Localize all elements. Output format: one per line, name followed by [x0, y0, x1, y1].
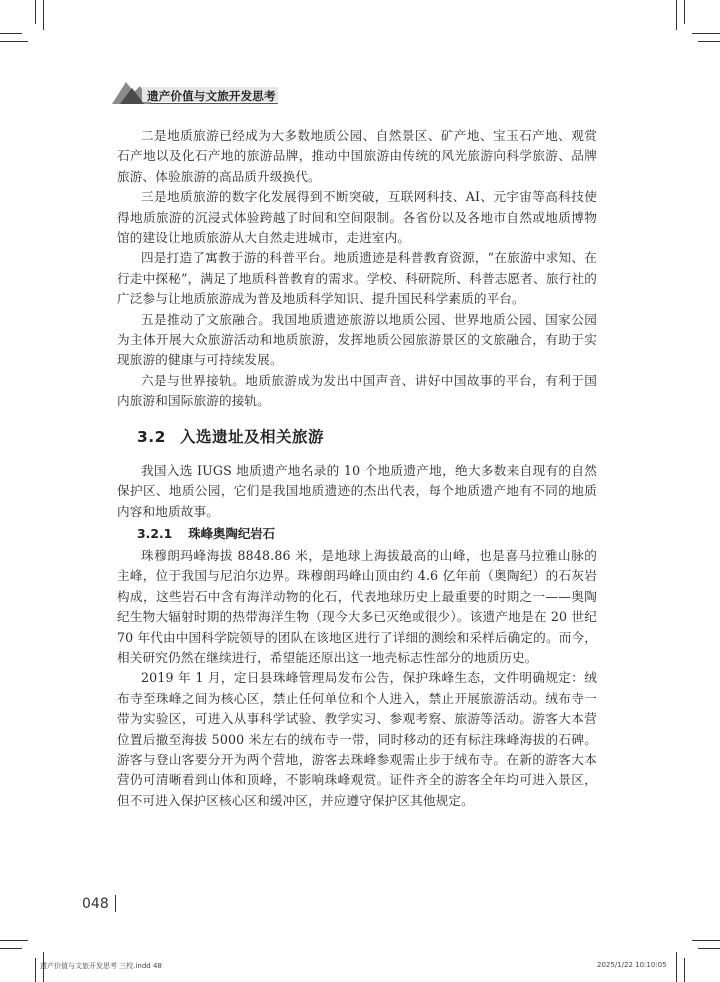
body-paragraph: 二是地质旅游已经成为大多数地质公园、自然景区、矿产地、宝玉石产地、观赏石产地以及化石产地的旅游品牌，推动中国旅游由传统的风光旅游向科学旅游、品牌旅游、体验旅游的高品质升级换代。	[117, 128, 597, 184]
section-title: 入选遗址及相关旅游	[179, 427, 324, 446]
subsection-heading	[137, 524, 597, 544]
crop-mark	[0, 948, 22, 949]
header-rule	[150, 103, 278, 104]
crop-mark	[676, 952, 677, 982]
page-number: 048	[82, 896, 109, 912]
running-header-title: 遗产价值与文旅开发思考	[147, 89, 276, 103]
print-slug-file: 遗产价值与文旅开发思考 三校.indd 48	[40, 962, 162, 970]
crop-mark	[0, 940, 28, 941]
subsection-title: 珠峰奥陶纪岩石	[188, 525, 276, 541]
subsection-number: 3.2.1	[137, 525, 173, 541]
crop-mark	[0, 41, 28, 42]
section-number: 3.2	[137, 427, 166, 446]
body-paragraph: 五是推动了文旅融合。我国地质遗迹旅游以地质公园、世界地质公园、国家公园为主体开展大众旅游活动和地质旅游，发挥地质公园旅游景区的文旅融合，有助于实现旅游的健康与可持续发展。	[117, 311, 597, 368]
crop-mark	[692, 940, 720, 941]
page-body	[117, 126, 597, 811]
crop-mark	[684, 0, 685, 24]
body-paragraph: 珠穆朗玛峰海拔 8848.86 米，是地球上海拔最高的山峰，也是喜马拉雅山脉的主峰，位于我国与尼泊尔边界。珠穆朗玛峰山顶由约 4.6 亿年前（奥陶纪）的石灰岩构成，这些岩石中含有海洋动物的化石，代表地球历史上最重要的时期之一——奥陶纪生物大辐射时期的热带海洋生物（现今大多已灭绝或很少）。该遗产地是在 20 世纪 70 年代由中国科学院领导的团队在该地区进行了详细的测绘和采样后确定的。而今，相关研究仍然在继续进行，希望能还原出这一地壳标志性部分的地质历史。	[117, 547, 597, 665]
crop-mark	[698, 41, 720, 42]
section-heading	[137, 425, 597, 447]
crop-mark	[684, 958, 685, 982]
crop-mark	[676, 0, 677, 30]
body-paragraph: 六是与世界接轨。地质旅游成为发出中国声音、讲好中国故事的平台，有利于国内旅游和国际旅游的接轨。	[117, 372, 597, 409]
section-intro-paragraph: 我国入选 IUGS 地质遗产地名录的 10 个地质遗产地，绝大多数来自现有的自然保护区、地质公园，它们是我国地质遗迹的杰出代表，每个地质遗产地有不同的地质内容和地质故事。	[117, 462, 597, 519]
crop-mark	[692, 33, 720, 34]
crop-mark	[0, 33, 22, 34]
crop-mark	[35, 0, 36, 24]
crop-mark	[698, 948, 720, 949]
body-paragraph: 三是地质旅游的数字化发展得到不断突破，互联网科技、AI、元宇宙等高科技使得地质旅游的沉浸式体验跨越了时间和空间限制。各省份以及各地市自然或地质博物馆的建设让地质旅游从大自然走进城市，走进室内。	[117, 189, 597, 246]
page-number-bar	[115, 895, 116, 912]
print-slug-timestamp: 2025/1/22 10:10:05	[597, 961, 667, 969]
crop-mark	[35, 958, 36, 982]
crop-mark	[43, 0, 44, 30]
body-paragraph: 四是打造了寓教于游的科普平台。地质遗迹是科普教育资源，“在旅游中求知、在行走中探秘”，满足了地质科普教育的需求。学校、科研院所、科普志愿者、旅行社的广泛参与让地质旅游成为普及地质科学知识、提升国民科学素质的平台。	[117, 250, 597, 307]
body-paragraph: 2019 年 1 月，定日县珠峰管理局发布公告，保护珠峰生态，文件明确规定：绒布寺至珠峰之间为核心区，禁止任何单位和个人进入，禁止开展旅游活动。绒布寺一带为实验区，可进入从事科学试验、教学实习、参观考察、旅游等活动。游客大本营位置后撤至海拔 5000 米左右的绒布寺一带，同时移动的还有标注珠峰海拔的石碑。游客与登山客要分开为两个营地，游客去珠峰参观需止步于绒布寺。在新的游客大本营仍可清晰看到山体和顶峰，不影响珠峰观赏。证件齐全的游客全年均可进入景区，但不可进入保护区核心区和缓冲区，并应遵守保护区其他规定。	[117, 670, 597, 808]
